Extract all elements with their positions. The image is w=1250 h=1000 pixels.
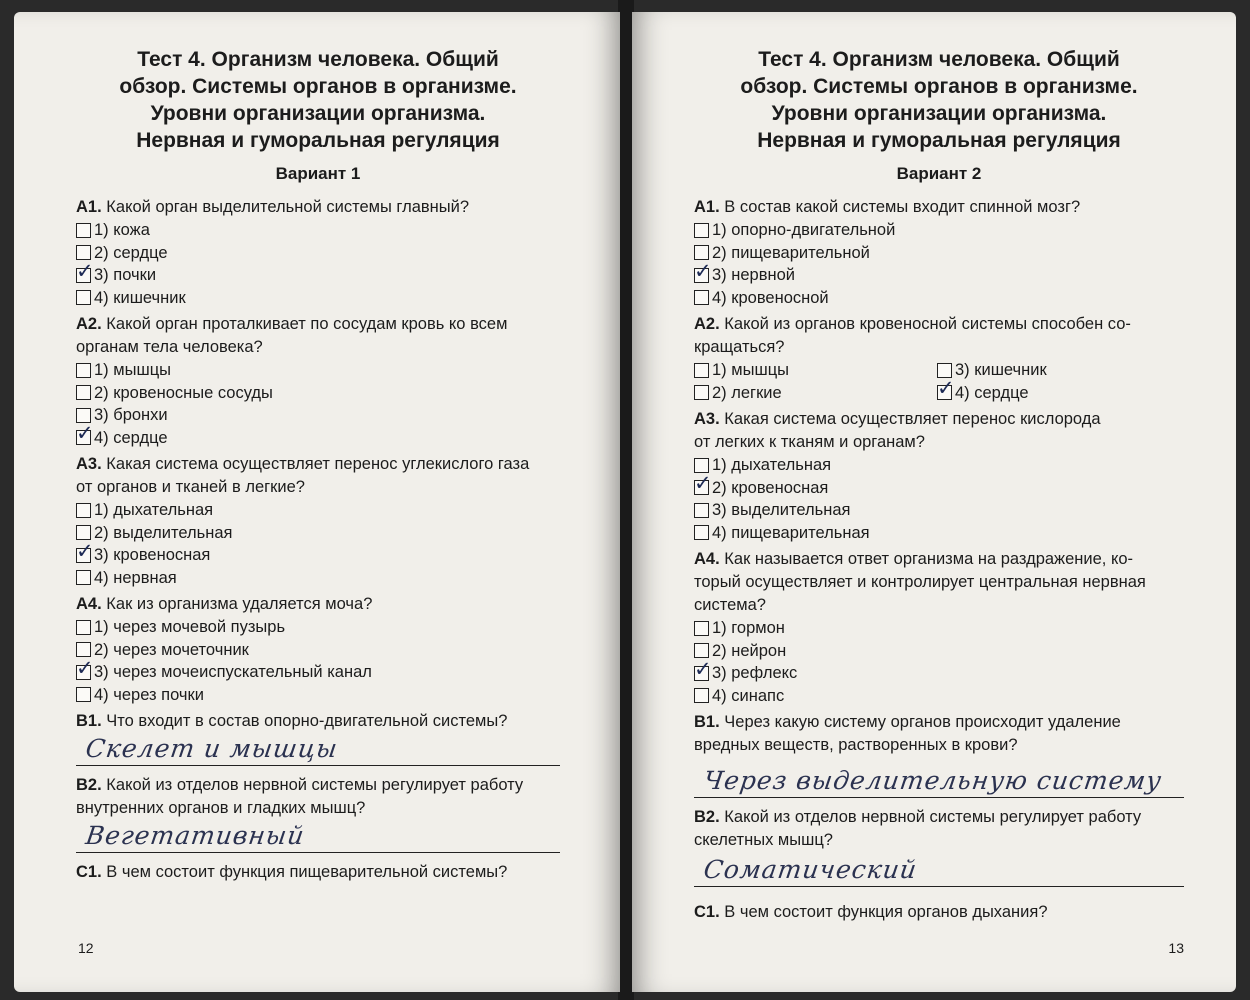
option-label: 1) через мочевой пузырь <box>94 618 286 636</box>
checkbox[interactable] <box>76 503 91 518</box>
right-page <box>632 12 1236 992</box>
title-line: Нервная и гуморальная регуляция <box>757 129 1121 152</box>
question-label: А4. <box>694 550 720 568</box>
checkbox-checked[interactable] <box>76 548 91 563</box>
option[interactable] <box>76 684 560 707</box>
checkbox[interactable] <box>76 687 91 702</box>
title-line: Уровни организации организма. <box>771 102 1107 125</box>
question-text: система? <box>694 596 766 614</box>
option[interactable] <box>694 287 1184 310</box>
option-label: 1) дыхательная <box>712 456 832 474</box>
question-text: от легких к тканям и органам? <box>694 433 925 451</box>
page-number: 12 <box>78 940 94 956</box>
title-line: обзор. Системы органов в организме. <box>119 75 517 98</box>
option[interactable] <box>76 242 560 265</box>
option-label: 1) гормон <box>712 619 785 637</box>
option-label: 4) кишечник <box>94 288 186 307</box>
question-a2 <box>76 313 560 449</box>
option[interactable] <box>76 427 560 450</box>
question-label: В1. <box>76 712 102 730</box>
option-label: 3) нервной <box>712 266 795 284</box>
question-label: А2. <box>694 315 720 333</box>
option-label: 1) мышцы <box>712 361 790 379</box>
question-a1 <box>76 196 560 309</box>
question-text: В чем состоит функция органов дыхания? <box>724 903 1048 921</box>
option-label: 2) нейрон <box>712 641 787 660</box>
option-label: 4) нервная <box>94 568 177 587</box>
option[interactable] <box>76 567 560 590</box>
option[interactable] <box>76 661 560 684</box>
option[interactable] <box>76 639 560 662</box>
option[interactable] <box>937 382 1157 405</box>
option[interactable] <box>694 522 1184 545</box>
question-text: Какой из органов кровеносной системы способен со- <box>724 315 1131 333</box>
checkbox-checked[interactable] <box>937 385 952 400</box>
option[interactable] <box>76 359 560 382</box>
checkbox-checked[interactable] <box>76 665 91 680</box>
option-label: 4) кровеносной <box>712 288 829 307</box>
option-label: 2) легкие <box>712 383 782 402</box>
question-label: В2. <box>76 776 102 794</box>
option-label: 1) дыхательная <box>94 501 214 519</box>
handwritten-answer: Соматический <box>701 855 920 884</box>
question-text: Какой из отделов нервной системы регулирует работу <box>724 808 1142 826</box>
title-line: обзор. Системы органов в организме. <box>740 75 1138 98</box>
checkbox[interactable] <box>694 621 709 636</box>
question-text: Как называется ответ организма на раздражение, ко- <box>724 550 1134 568</box>
question-a3 <box>694 408 1184 544</box>
question-text: Как из организма удаляется моча? <box>106 595 373 613</box>
option[interactable] <box>937 359 1157 382</box>
option[interactable] <box>694 662 1184 685</box>
question-a2 <box>694 313 1184 404</box>
answer-field[interactable] <box>694 759 1184 798</box>
option[interactable] <box>76 264 560 287</box>
checkbox[interactable] <box>694 688 709 703</box>
options-grid <box>694 359 1184 404</box>
question-text: Через какую систему органов происходит удаление <box>724 713 1121 731</box>
question-label: А2. <box>76 315 102 333</box>
question-text: органам тела человека? <box>76 338 263 356</box>
title-line: Тест 4. Организм человека. Общий <box>137 48 499 71</box>
option[interactable] <box>694 264 1184 287</box>
option[interactable] <box>694 242 1184 265</box>
variant-heading: Вариант 2 <box>896 164 982 183</box>
option-label: 1) опорно-двигательной <box>712 221 896 239</box>
question-text: торый осуществляет и контролирует центральная нервная <box>694 573 1146 591</box>
option-label: 4) синапс <box>712 686 785 705</box>
title-line: Нервная и гуморальная регуляция <box>136 129 500 152</box>
option-label: 3) через мочеиспускательный канал <box>94 663 372 681</box>
checkbox[interactable] <box>694 245 709 260</box>
title-line: Уровни организации организма. <box>150 102 486 125</box>
option[interactable] <box>694 219 1184 242</box>
handwritten-answer: Скелет и мышцы <box>83 734 340 763</box>
checkbox[interactable] <box>76 223 91 238</box>
checkbox[interactable] <box>76 290 91 305</box>
question-text: Какая система осуществляет перенос кислорода <box>724 410 1101 428</box>
option[interactable] <box>76 499 560 522</box>
question-text: от органов и тканей в легкие? <box>76 478 305 496</box>
question-text: Какой из отделов нервной системы регулирует работу <box>106 776 524 794</box>
option-label: 3) кровеносная <box>94 546 211 564</box>
option-label: 3) выделительная <box>712 501 851 519</box>
question-text: Что входит в состав опорно-двигательной системы? <box>106 712 508 730</box>
question-label: С1. <box>76 863 102 881</box>
answer-field[interactable] <box>76 735 560 766</box>
question-c1 <box>694 901 1184 924</box>
option[interactable] <box>694 454 1184 477</box>
option[interactable] <box>76 382 560 405</box>
checkbox-checked[interactable] <box>694 666 709 681</box>
option[interactable] <box>76 544 560 567</box>
answer-field[interactable] <box>76 822 560 853</box>
option-label: 4) сердце <box>94 428 168 447</box>
checkbox[interactable] <box>76 385 91 400</box>
question-text: Какая система осуществляет перенос углекислого газа <box>106 455 530 473</box>
option[interactable] <box>76 616 560 639</box>
question-a4 <box>76 593 560 706</box>
checkbox[interactable] <box>76 525 91 540</box>
question-label: С1. <box>694 903 720 921</box>
option-label: 2) сердце <box>94 243 168 262</box>
test-title <box>694 46 1184 154</box>
option-label: 2) кровеносные сосуды <box>94 383 273 402</box>
option[interactable] <box>694 499 1184 522</box>
checkbox[interactable] <box>694 223 709 238</box>
option-label: 1) мышцы <box>94 361 172 379</box>
option[interactable] <box>76 287 560 310</box>
handwritten-answer: Через выделительную систему <box>701 766 1164 795</box>
checkbox[interactable] <box>76 245 91 260</box>
option[interactable] <box>76 522 560 545</box>
checkbox[interactable] <box>76 570 91 585</box>
option-label: 2) через мочеточник <box>94 640 249 659</box>
question-text: внутренних органов и гладких мышц? <box>76 799 366 817</box>
question-label: А4. <box>76 595 102 613</box>
checkbox[interactable] <box>76 363 91 378</box>
option-label: 2) выделительная <box>94 523 233 542</box>
option[interactable] <box>694 359 937 382</box>
checkbox[interactable] <box>76 642 91 657</box>
question-text: Какой орган проталкивает по сосудам кровь ко всем <box>106 315 508 333</box>
option-label: 1) кожа <box>94 221 150 239</box>
option[interactable] <box>76 404 560 427</box>
title-line: Тест 4. Организм человека. Общий <box>758 48 1120 71</box>
option-label: 2) пищеварительной <box>712 243 870 262</box>
checkbox-checked[interactable] <box>76 268 91 283</box>
checkbox-checked[interactable] <box>694 268 709 283</box>
question-label: А1. <box>76 198 102 216</box>
checkbox[interactable] <box>694 643 709 658</box>
checkbox[interactable] <box>694 503 709 518</box>
question-text: В состав какой системы входит спинной мозг? <box>724 198 1081 216</box>
question-text: В чем состоит функция пищеварительной системы? <box>106 863 508 881</box>
option[interactable] <box>76 219 560 242</box>
checkbox[interactable] <box>76 620 91 635</box>
checkbox[interactable] <box>694 363 709 378</box>
option[interactable] <box>694 617 1184 640</box>
option-label: 3) кишечник <box>955 361 1047 379</box>
option-label: 3) рефлекс <box>712 664 798 682</box>
option-label: 4) пищеварительная <box>712 523 870 542</box>
checkbox[interactable] <box>694 385 709 400</box>
question-text: скелетных мышц? <box>694 831 833 849</box>
checkbox[interactable] <box>694 290 709 305</box>
option[interactable] <box>694 477 1184 500</box>
checkbox-checked[interactable] <box>694 480 709 495</box>
left-page <box>14 12 620 992</box>
question-label: В1. <box>694 713 720 731</box>
checkbox-checked[interactable] <box>76 430 91 445</box>
option-label: 2) кровеносная <box>712 478 829 497</box>
question-a3 <box>76 453 560 589</box>
option-label: 4) через почки <box>94 685 204 704</box>
question-a4 <box>694 548 1184 707</box>
option-label: 3) бронхи <box>94 406 168 424</box>
option[interactable] <box>694 640 1184 663</box>
option[interactable] <box>694 382 937 405</box>
question-text: кращаться? <box>694 338 785 356</box>
question-b1 <box>694 711 1184 798</box>
question-label: А3. <box>694 410 720 428</box>
option[interactable] <box>694 685 1184 708</box>
question-c1 <box>76 861 560 884</box>
question-b2 <box>694 806 1184 887</box>
question-text: Какой орган выделительной системы главный? <box>106 198 470 216</box>
question-label: В2. <box>694 808 720 826</box>
option-label: 3) почки <box>94 266 157 284</box>
question-label: А3. <box>76 455 102 473</box>
variant-heading: Вариант 1 <box>275 164 361 183</box>
question-text: вредных веществ, растворенных в крови? <box>694 736 1018 754</box>
question-b2 <box>76 774 560 853</box>
handwritten-answer: Вегетативный <box>83 821 307 850</box>
test-title <box>76 46 560 154</box>
option-label: 4) сердце <box>955 383 1029 402</box>
page-number: 13 <box>1168 940 1184 956</box>
answer-field[interactable] <box>694 854 1184 887</box>
question-b1 <box>76 710 560 766</box>
checkbox[interactable] <box>694 525 709 540</box>
question-label: А1. <box>694 198 720 216</box>
question-a1 <box>694 196 1184 309</box>
